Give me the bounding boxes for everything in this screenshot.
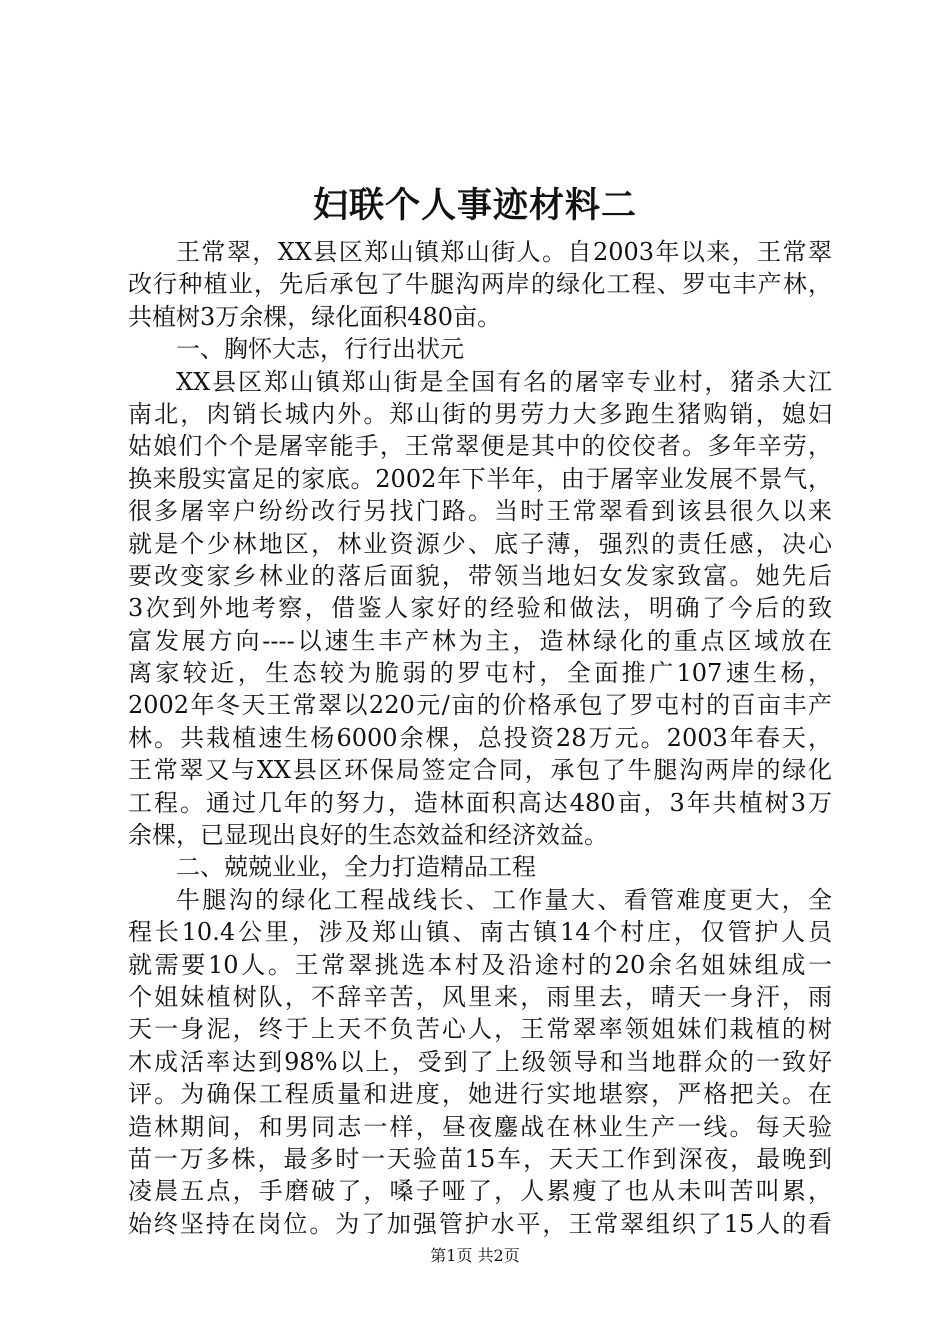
text-line: 改行种植业，先后承包了牛腿沟两岸的绿化工程、罗屯丰产林，: [128, 270, 832, 299]
text-line: 天一身泥，终于上天不负苦心人，王常翠率领姐妹们栽植的树: [128, 1015, 832, 1044]
text-line: 工程。通过几年的努力，造林面积高达480亩，3年共植树3万: [128, 788, 832, 817]
text-line: 姑娘们个个是屠宰能手，王常翠便是其中的佼佼者。多年辛劳，: [128, 432, 832, 461]
text-line: 很多屠宰户纷纷改行另找门路。当时王常翠看到该县很久以来: [128, 497, 832, 526]
text-line: 2002年冬天王常翠以220元/亩的价格承包了罗屯村的百亩丰产: [128, 691, 832, 720]
text-line: 评。为确保工程质量和进度，她进行实地堪察，严格把关。在: [128, 1080, 832, 1109]
section-heading: 一、胸怀大志，行行出状元: [176, 335, 464, 364]
text-line: 就需要10人。王常翠挑选本村及沿途村的20余名姐妹组成一: [128, 950, 832, 979]
text-line: 凌晨五点，手磨破了，嗓子哑了，人累瘦了也从未叫苦叫累，: [128, 1177, 832, 1206]
text-line: 换来殷实富足的家底。2002年下半年，由于屠宰业发展不景气，: [128, 464, 832, 493]
text-line: 余棵，已显现出良好的生态效益和经济效益。: [128, 821, 608, 850]
document-title: 妇联个人事迹材料二: [312, 185, 637, 226]
text-line: XX县区郑山镇郑山街是全国有名的屠宰专业村，猪杀大江: [176, 367, 832, 396]
text-line: 王常翠，XX县区郑山镇郑山街人。自2003年以来，王常翠: [176, 238, 832, 266]
text-line: 林。共栽植速生杨6000余棵，总投资28万元。2003年春天，: [128, 723, 832, 752]
text-line: 造林期间，和男同志一样，昼夜鏖战在林业生产一线。每天验: [128, 1112, 832, 1141]
text-line: 要改变家乡林业的落后面貌，带领当地妇女发家致富。她先后: [128, 561, 832, 590]
document-body: [128, 236, 832, 1240]
text-line: 南北，肉销长城内外。郑山街的男劳力大多跑生猪购销，媳妇: [128, 399, 832, 428]
text-line: 个姐妹植树队，不辞辛苦，风里来，雨里去，晴天一身汗，雨: [128, 982, 832, 1011]
text-line: 王常翠又与XX县区环保局签定合同，承包了牛腿沟两岸的绿化: [128, 756, 832, 785]
section-heading: 二、兢兢业业，全力打造精品工程: [176, 853, 536, 882]
text-line: 3次到外地考察，借鉴人家好的经验和做法，明确了今后的致: [128, 594, 832, 623]
text-line: 共植树3万余棵，绿化面积480亩。: [128, 302, 502, 331]
text-line: 就是个少林地区，林业资源少、底子薄，强烈的责任感，决心: [128, 529, 832, 558]
text-line: 程长10.4公里，涉及郑山镇、南古镇14个村庄，仅管护人员: [128, 918, 832, 947]
text-line: 牛腿沟的绿化工程战线长、工作量大、看管难度更大，全: [176, 885, 832, 914]
text-line: 苗一万多株，最多时一天验苗15车，天天工作到深夜，最晚到: [128, 1144, 832, 1173]
text-line: 始终坚持在岗位。为了加强管护水平，王常翠组织了15人的看: [128, 1209, 832, 1238]
text-line: 木成活率达到98%以上，受到了上级领导和当地群众的一致好: [128, 1047, 832, 1076]
text-line: 富发展方向----以速生丰产林为主，造林绿化的重点区域放在: [128, 626, 832, 655]
text-line: 离家较近，生态较为脆弱的罗屯村，全面推广107速生杨，: [128, 659, 832, 688]
page-footer: 第1页 共2页: [430, 1246, 520, 1265]
